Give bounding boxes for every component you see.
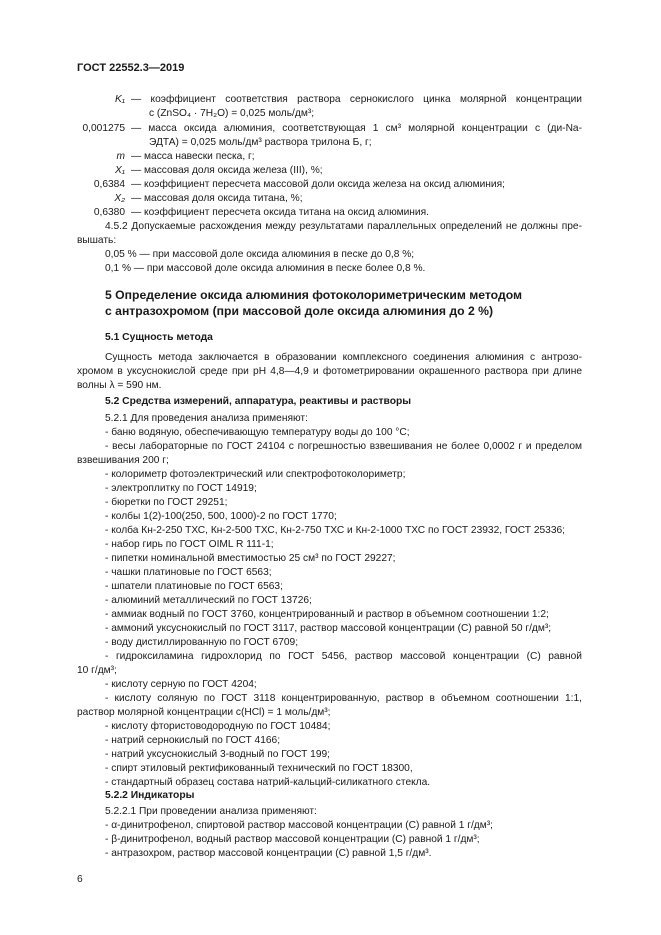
list-item: раствор молярной концентрации c(HCl) = 1 моль/дм³; (77, 707, 331, 718)
def-symbol: 0,001275 (82, 123, 125, 134)
list-item: взвешивания 200 г; (77, 455, 169, 466)
list-item: - бюретки по ГОСТ 29251; (105, 497, 228, 508)
list-item: 10 г/дм³; (77, 665, 117, 676)
list-item: - натрий уксуснокислый 3-водный по ГОСТ 199; (105, 749, 330, 760)
section-5-title-cont: с антразохромом (при массовой доле оксида алюминия до 2 %) (105, 304, 494, 318)
list-item: - антразохром, раствор массовой концентрации (С) равной 1,5 г/дм³. (105, 848, 432, 859)
list-item: - воду дистиллированную по ГОСТ 6709; (105, 637, 299, 648)
tolerance-item: 0,05 % — при массовой доле оксида алюминия в песке до 0,8 %; (105, 249, 415, 260)
def-text: ЭДТА) = 0,025 моль/дм³ раствора трилона Б, г; (149, 137, 372, 148)
paragraph-4-5-2: 4.5.2 Допускаемые расхождения между результатами параллельных определений не должны пре- (105, 221, 582, 232)
list-item: - весы лабораторные по ГОСТ 24104 с погрешностью взвешивания не более 0,0002 г и пределом (105, 441, 582, 452)
def-symbol: X₁ (114, 165, 125, 176)
def-text: — коэффициент пересчета массовой доли оксида железа на оксид алюминия; (131, 179, 505, 190)
list-item: - чашки платиновые по ГОСТ 6563; (105, 567, 272, 578)
list-item: - спирт этиловый ректификованный технический по ГОСТ 18300, (105, 763, 413, 774)
list-item: - кислоту соляную по ГОСТ 3118 концентрированную, раствор в объемном соотношении 1:1, (105, 693, 582, 704)
def-symbol: 0,6380 (93, 207, 125, 218)
def-text: — коэффициент соответствия раствора сернокислого цинка молярной концентрации (131, 94, 582, 105)
list-item: - натрий сернокислый по ГОСТ 4166; (105, 735, 281, 746)
list-item: - баню водяную, обеспечивающую температуру воды до 100 °С; (105, 427, 410, 438)
list-item: - аммоний уксуснокислый по ГОСТ 3117, раствор массовой концентрации (С) равной 50 г/дм³; (105, 623, 552, 634)
def-symbol: K₁ (114, 94, 125, 105)
subsection-5-2-heading: 5.2 Средства измерений, аппаратура, реактивы и растворы (105, 396, 412, 407)
def-text: — масса оксида алюминия, соответствующая 1 см³ молярной концентрации c (ди-Na- (131, 123, 582, 134)
list-item: - пипетки номинальной вместимостью 25 см³ по ГОСТ 29227; (105, 553, 396, 564)
subsection-5-1-heading: 5.1 Сущность метода (105, 332, 213, 343)
method-text: хромом в уксуснокислой среде при pH 4,8—4,9 и фотометрировании окрашенного раствора при длине (77, 366, 582, 377)
page-number: 6 (77, 874, 83, 885)
list-item: - кислоту серную по ГОСТ 4204; (105, 679, 257, 690)
list-item: - колба Кн-2-250 ТХС, Кн-2-500 ТХС, Кн-2-750 ТХС и Кн-2-1000 ТХС по ГОСТ 23932, ГОСТ 25336; (105, 525, 565, 536)
subsection-5-2-2-heading: 5.2.2 Индикаторы (105, 790, 195, 801)
def-text: — масса навески песка, г; (131, 151, 255, 162)
list-item: 5.2.1 Для проведения анализа применяют: (105, 413, 308, 424)
list-item: - стандартный образец состава натрий-кальций-силикатного стекла. (105, 777, 431, 788)
list-item: - колориметр фотоэлектрический или спектрофотоколориметр; (105, 469, 406, 480)
list-item: - шпатели платиновые по ГОСТ 6563; (105, 581, 283, 592)
list-item: - колбы 1(2)-100(250, 500, 1000)-2 по ГОСТ 1770; (105, 511, 337, 522)
list-item: - электроплитку по ГОСТ 14919; (105, 483, 257, 494)
def-text: — коэффициент пересчета оксида титана на оксид алюминия. (131, 207, 429, 218)
section-5-title: 5 Определение оксида алюминия фотоколориметрическим методом (105, 288, 523, 302)
paragraph-4-5-2-cont: вышать: (77, 235, 117, 246)
tolerance-item: 0,1 % — при массовой доле оксида алюминия в песке более 0,8 %. (105, 263, 426, 274)
list-item: - α-динитрофенол, спиртовой раствор массовой концентрации (С) равной 1 г/дм³; (105, 820, 493, 831)
method-text: волны λ = 590 нм. (77, 380, 162, 391)
def-symbol: X₂ (114, 193, 125, 204)
def-text: — массовая доля оксида железа (III), %; (131, 165, 323, 176)
list-item: 5.2.2.1 При проведении анализа применяют: (105, 806, 317, 817)
list-item: - кислоту фтористоводородную по ГОСТ 10484; (105, 721, 331, 732)
def-symbol: m (116, 151, 125, 162)
def-text: — массовая доля оксида титана, %; (131, 193, 303, 204)
def-symbol: 0,6384 (93, 179, 125, 190)
list-item: - β-динитрофенол, водный раствор массовой концентрации (С) равной 1 г/дм³; (105, 834, 480, 845)
list-item: - алюминий металлический по ГОСТ 13726; (105, 595, 312, 606)
list-item: - аммиак водный по ГОСТ 3760, концентрированный и раствор в объемном соотношении 1:2; (105, 609, 549, 620)
list-item: - набор гирь по ГОСТ OIML R 111-1; (105, 539, 274, 550)
document-header: ГОСТ 22552.3—2019 (77, 62, 185, 74)
list-item: - гидроксиламина гидрохлорид по ГОСТ 5456, раствор массовой концентрации (С) равной (105, 651, 582, 662)
method-text: Сущность метода заключается в образовании комплексного соединения алюминия с антрозо- (105, 352, 582, 363)
def-text: c (ZnSO₄ · 7H₂O) = 0,025 моль/дм³; (149, 108, 315, 119)
